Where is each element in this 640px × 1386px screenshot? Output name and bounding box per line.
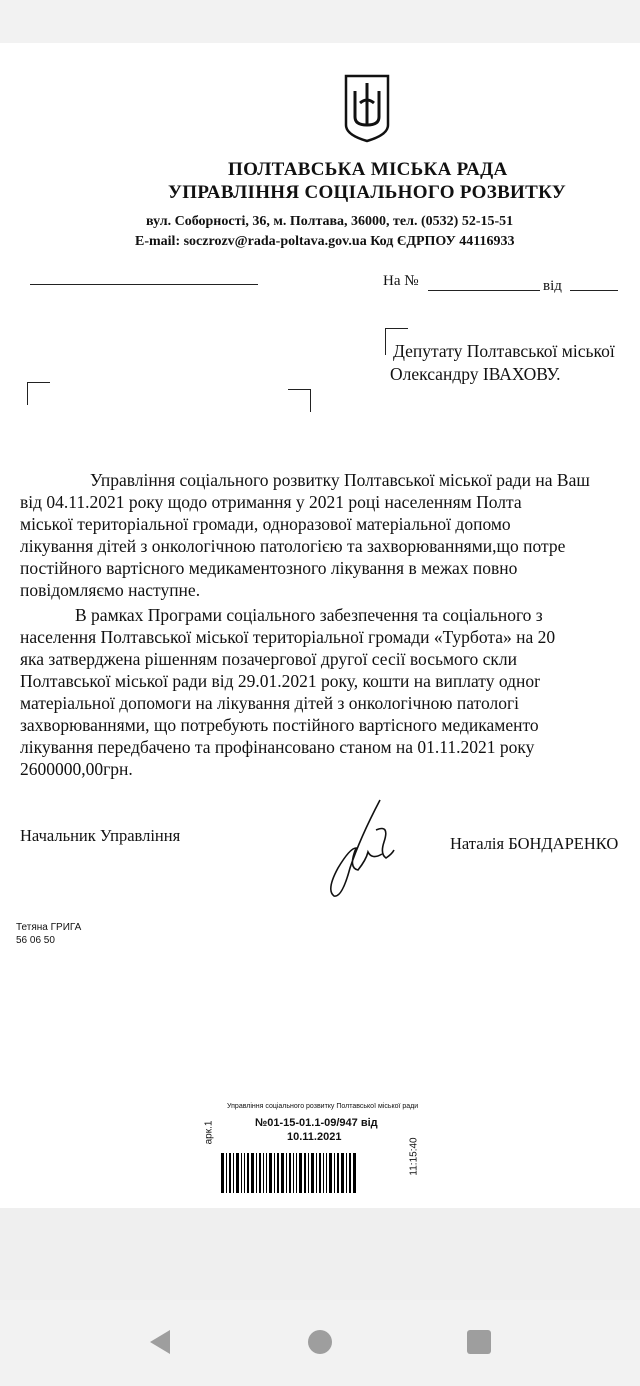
recipient-line-2: Олександру ІВАХОВУ.	[390, 364, 561, 384]
barcode	[221, 1153, 401, 1193]
recents-icon[interactable]	[465, 1328, 493, 1356]
ref-number-line	[428, 290, 540, 291]
registration-stamp	[205, 1103, 420, 1195]
paragraph-line: матеріальної допомоги на лікування дітей з онкологічною патологі	[20, 693, 520, 713]
paragraph-line: лікування передбачено та профінансовано станом на 01.11.2021 року	[20, 737, 535, 757]
stamp-number: №01-15-01.1-09/947 від	[255, 1117, 378, 1129]
recipient-line-1: Депутату Полтавської міської	[393, 341, 615, 361]
paragraph-line: постійного вартісного медикаментозного лікування в межах повно	[20, 558, 518, 578]
back-icon[interactable]	[146, 1328, 174, 1356]
ref-date-line	[570, 290, 618, 291]
paragraph-line: лікування дітей з онкологічною патологією та захворюваннями,що потре	[20, 536, 566, 556]
navigation-bar	[0, 1300, 640, 1386]
executor-phone: 56 06 50	[16, 935, 55, 946]
paragraph-line: захворюваннями, що потребують постійного вартісного медикаменто	[20, 715, 539, 735]
subject-bracket-left	[27, 382, 50, 405]
status-bar	[0, 0, 640, 43]
signature-name: Наталія БОНДАРЕНКО	[450, 834, 619, 853]
org-title: ПОЛТАВСЬКА МІСЬКА РАДА	[228, 159, 508, 180]
paragraph-line: від 04.11.2021 року щодо отримання у 2021 році населенням Полта	[20, 492, 522, 512]
stamp-date: 10.11.2021	[287, 1131, 342, 1143]
paragraph-line: яка затверджена рішенням позачергової другої сесії восьмого скли	[20, 649, 517, 669]
ref-number-label: На №	[383, 273, 419, 289]
paragraph-line: повідомляємо наступне.	[20, 580, 201, 600]
paragraph-line: населення Полтавської міської територіальної громади «Турбота» на 20	[20, 627, 556, 647]
executor-name: Тетяна ГРИГА	[16, 922, 82, 933]
org-subtitle: УПРАВЛІННЯ СОЦІАЛЬНОГО РОЗВИТКУ	[168, 182, 567, 203]
paragraph-line: міської територіальної громади, одноразової матеріальної допомо	[20, 514, 511, 534]
handwritten-signature-icon	[320, 798, 400, 908]
stamp-header: Управління соціального розвитку Полтавської міської ради	[227, 1103, 419, 1110]
subject-bracket-right	[288, 389, 311, 412]
org-contacts: E-mail: soczrozv@rada-poltava.gov.ua Код ЄДРПОУ 44116933	[135, 234, 515, 249]
stamp-sheet: арк.1	[203, 1120, 215, 1145]
signature-role: Начальник Управління	[20, 826, 181, 845]
paragraph-line: 2600000,00грн.	[20, 759, 133, 779]
stamp-time: 11:15:40	[408, 1137, 420, 1176]
paragraph-line: Управління соціального розвитку Полтавської міської ради на Ваш	[90, 470, 590, 490]
outgoing-number-line	[30, 284, 258, 285]
ref-date-label: від	[543, 278, 562, 294]
org-address: вул. Соборності, 36, м. Полтава, 36000, тел. (0532) 52-15-51	[146, 214, 514, 229]
home-icon[interactable]	[306, 1328, 334, 1356]
paragraph-line: Полтавської міської ради від 29.01.2021 року, кошти на виплату одноr	[20, 671, 540, 691]
coat-of-arms-icon	[343, 73, 391, 143]
document-page	[0, 43, 640, 1208]
paragraph-line: В рамках Програми соціального забезпечення та соціального з	[75, 605, 543, 625]
